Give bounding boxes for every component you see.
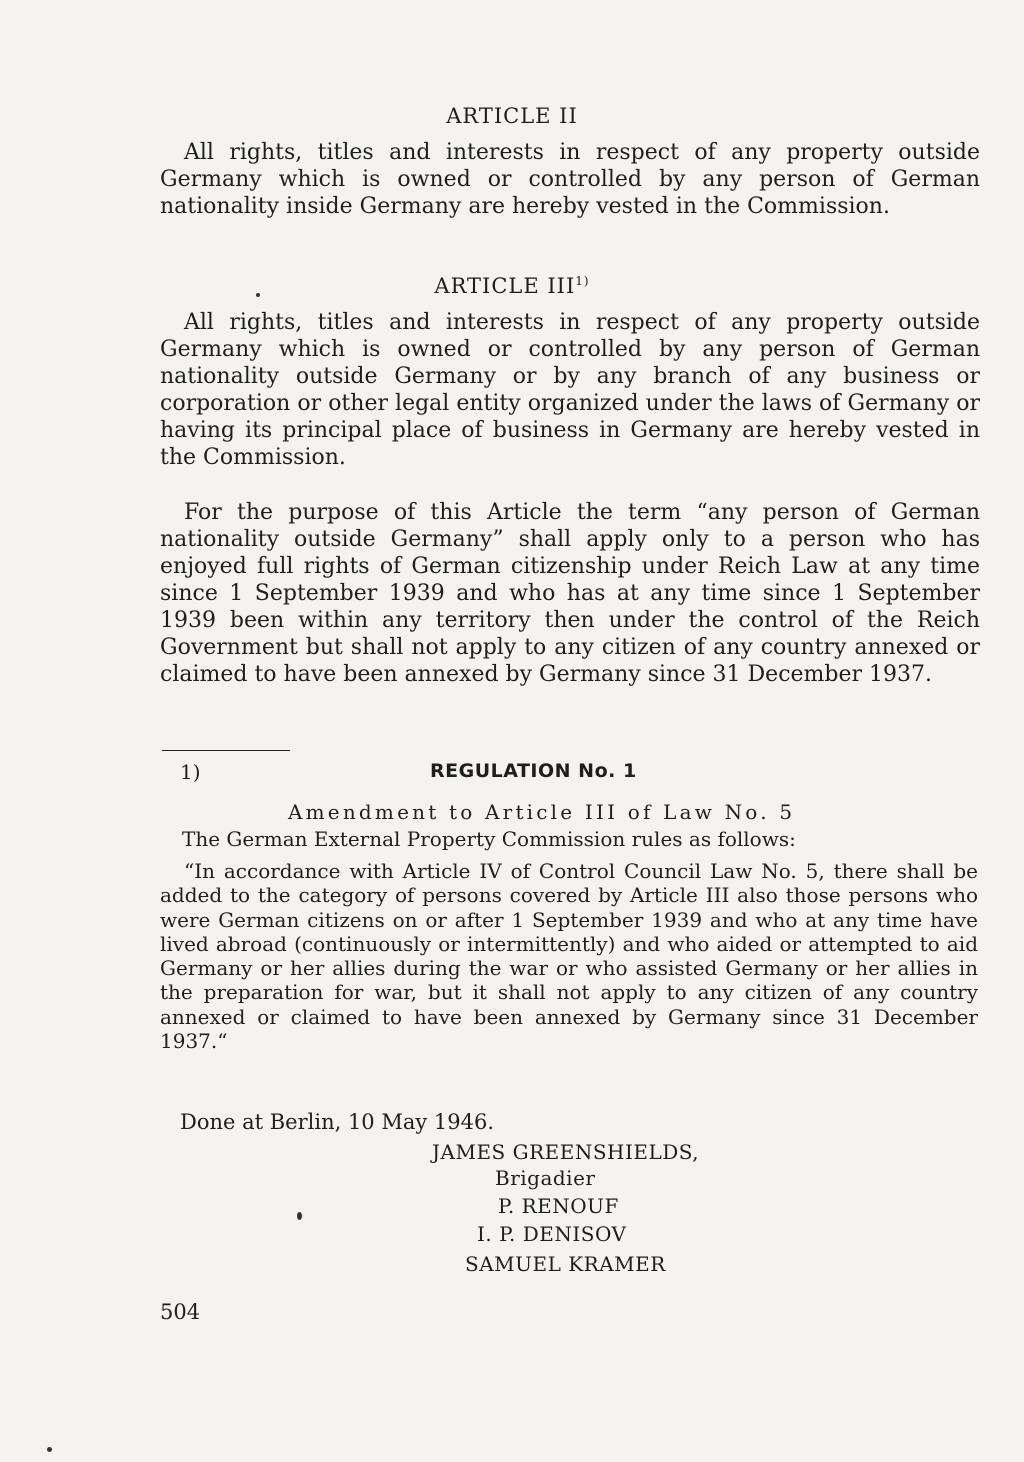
scan-speck [297,1212,302,1220]
signatory-denisov: I. P. DENISOV [477,1222,627,1246]
regulation-intro: The German External Property Commission rules as follows: [182,827,796,851]
article-3-paragraph-1: All rights, titles and interests in respect of any property outside Germany which is owned or controlled by any person of German nationality outside Germany or by any branch of any business or corporation or other legal entity organized under the laws of Germany or having its principal place of business in Germany are hereby vested in the Commission. [160,310,980,470]
footnote-reference: 1) [575,274,590,288]
signatory-renouf: P. RENOUF [498,1194,619,1218]
signatory-kramer: SAMUEL KRAMER [465,1252,666,1276]
page-number: 504 [160,1300,201,1324]
footnote-divider [162,750,290,751]
article-3-heading: ARTICLE III$^{1)}$ [434,274,590,298]
regulation-title: REGULATION No. 1 [430,760,637,782]
scan-speck [47,1447,52,1452]
signatory-rank: Brigadier [495,1166,596,1190]
regulation-subtitle: Amendment to Article III of Law No. 5 [288,800,796,824]
footnote-marker: 1) [180,760,201,784]
article-3-paragraph-2: For the purpose of this Article the term “any person of German nationality outside Germany” shall apply only to a person who has enjoyed full rights of German citizenship under Reich Law at any time since 1 September 1939 and who has at any time since 1 September 1939 been within any territory then under the control of the Reich Government but shall not apply to any citizen of any country annexed or claimed to have been annexed by Germany since 31 December 1937. [160,500,980,687]
article-2-text: All rights, titles and interests in respect of any property outside Germany which is owned or controlled by any person of German nationality inside Germany are hereby vested in the Commission. [160,140,980,219]
done-at-line: Done at Berlin, 10 May 1946. [180,1110,495,1134]
article-2-heading: ARTICLE II [446,104,578,128]
signatory-greenshields: JAMES GREENSHIELDS, [432,1140,700,1164]
scan-speck [256,293,260,297]
regulation-quote: “In accordance with Article IV of Control Council Law No. 5, there shall be added to the category of persons covered by Article III also those persons who were German citizens on or after 1 September 1939 and who at any time have lived abroad (continuously or intermittently) and who aided or attempted to aid Germany or her allies during the war or who assisted Germany or her allies in the preparation for war, but it shall not apply to any citizen of any country annexed or claimed to have been annexed by Germany since 31 December 1937.“ [160,859,978,1054]
